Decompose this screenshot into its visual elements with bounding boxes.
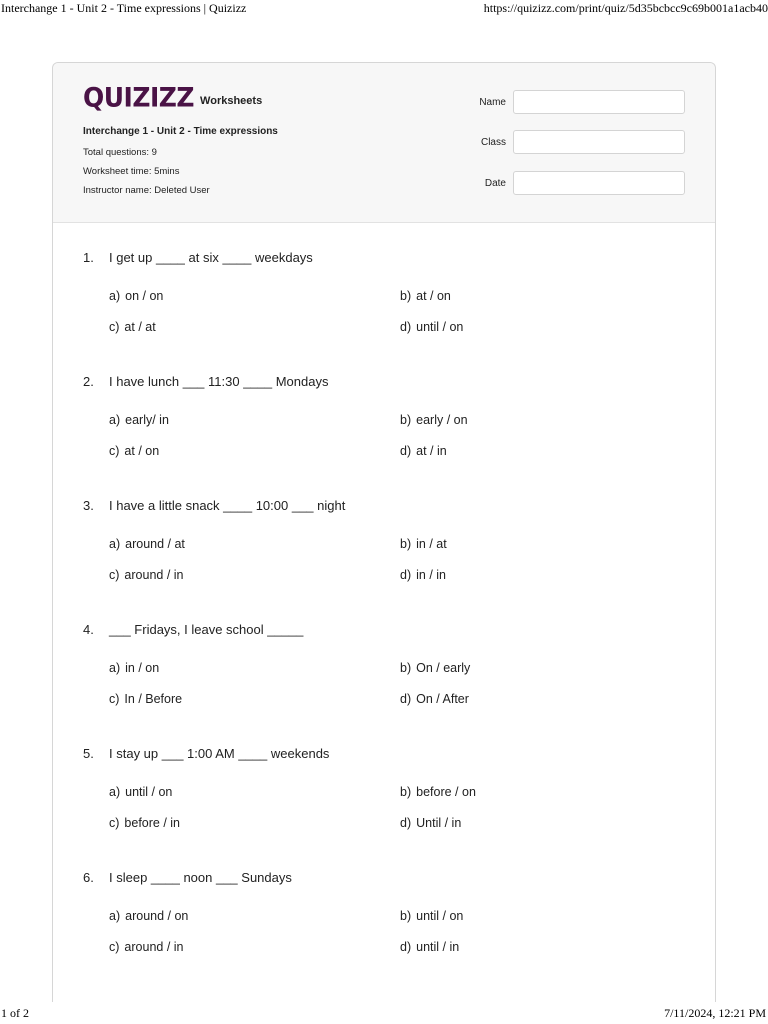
option-text: at / on [416, 289, 451, 303]
class-label: Class [480, 137, 506, 148]
question-text: I sleep ____ noon ___ Sundays [109, 870, 292, 885]
question-number: 6. [83, 870, 94, 885]
date-field[interactable] [513, 171, 685, 195]
option-text: On / After [416, 692, 469, 706]
option-letter: b) [400, 413, 412, 427]
total-questions: Total questions: 9 [83, 147, 157, 158]
option-letter: b) [400, 661, 412, 675]
print-footer [0, 1006, 768, 1024]
option-text: before / on [416, 785, 476, 799]
question-number: 5. [83, 746, 94, 761]
option-c [109, 692, 182, 706]
option-a [109, 909, 188, 923]
question-text: I get up ____ at six ____ weekdays [109, 250, 313, 265]
option-letter: a) [109, 537, 121, 551]
option-text: at / in [416, 444, 447, 458]
question-number: 3. [83, 498, 94, 513]
date-label: Date [484, 178, 506, 189]
option-letter: d) [400, 568, 412, 582]
option-c [109, 816, 180, 830]
option-text: at / at [124, 320, 156, 334]
option-text: in / at [416, 537, 447, 551]
option-text: until / on [416, 320, 464, 334]
question-text: I stay up ___ 1:00 AM ____ weekends [109, 746, 330, 761]
option-letter: b) [400, 537, 412, 551]
print-header [0, 0, 768, 18]
option-letter: c) [109, 444, 120, 458]
option-text: until / on [416, 909, 464, 923]
question-text: ___ Fridays, I leave school _____ [109, 622, 304, 637]
option-a [109, 413, 169, 427]
worksheet-time: Worksheet time: 5mins [83, 166, 180, 177]
option-d [400, 816, 461, 830]
question-text: I have a little snack ____ 10:00 ___ night [109, 498, 346, 513]
option-text: until / in [416, 940, 460, 954]
option-letter: a) [109, 909, 121, 923]
option-d [400, 444, 447, 458]
option-b [400, 413, 468, 427]
logo-subtitle: Worksheets [200, 95, 263, 107]
logo-wordmark: QUIZIZZ [83, 82, 195, 113]
quizizz-logo [83, 82, 263, 113]
option-b [400, 909, 463, 923]
option-text: on / on [125, 289, 164, 303]
option-d [400, 940, 459, 954]
option-text: Until / in [416, 816, 462, 830]
option-text: at / on [124, 444, 160, 458]
option-letter: d) [400, 320, 412, 334]
option-letter: a) [109, 289, 121, 303]
option-letter: a) [109, 661, 121, 675]
option-letter: a) [109, 785, 121, 799]
option-b [400, 785, 476, 799]
option-c [109, 568, 184, 582]
option-text: On / early [416, 661, 471, 675]
option-c [109, 940, 184, 954]
option-b [400, 289, 451, 303]
option-b [400, 661, 470, 675]
print-header-title: Interchange 1 - Unit 2 - Time expressions | Quizizz [1, 1, 247, 15]
worksheet-header [53, 63, 715, 223]
option-text: early / on [416, 413, 468, 427]
question-text: I have lunch ___ 11:30 ____ Mondays [109, 374, 329, 389]
option-letter: a) [109, 413, 121, 427]
option-letter: d) [400, 444, 412, 458]
option-text: in / on [125, 661, 160, 675]
option-letter: c) [109, 816, 120, 830]
option-c [109, 320, 156, 334]
option-text: early/ in [125, 413, 169, 427]
instructor-name: Instructor name: Deleted User [83, 185, 210, 196]
option-b [400, 537, 447, 551]
option-text: around / in [124, 940, 184, 954]
name-label: Name [479, 97, 506, 108]
option-text: around / in [124, 568, 184, 582]
option-letter: c) [109, 692, 120, 706]
worksheet [52, 62, 716, 1002]
quiz-title: Interchange 1 - Unit 2 - Time expressions [83, 126, 278, 137]
option-text: around / at [125, 537, 185, 551]
option-letter: c) [109, 320, 120, 334]
option-a [109, 785, 172, 799]
option-c [109, 444, 159, 458]
option-letter: b) [400, 289, 412, 303]
page-counter: 1 of 2 [1, 1006, 29, 1020]
option-letter: c) [109, 568, 120, 582]
option-d [400, 320, 463, 334]
name-field[interactable] [513, 90, 685, 114]
option-text: around / on [125, 909, 189, 923]
question-number: 4. [83, 622, 94, 637]
option-letter: c) [109, 940, 120, 954]
class-field[interactable] [513, 130, 685, 154]
print-header-url: https://quizizz.com/print/quiz/5d35bcbcc9c69b001a1acb40 [483, 1, 768, 15]
option-letter: d) [400, 692, 412, 706]
option-a [109, 289, 163, 303]
question-number: 1. [83, 250, 94, 265]
option-a [109, 537, 185, 551]
option-letter: d) [400, 816, 412, 830]
question-number: 2. [83, 374, 94, 389]
option-text: until / on [125, 785, 173, 799]
print-datetime: 7/11/2024, 12:21 PM [664, 1006, 766, 1020]
option-text: before / in [124, 816, 181, 830]
option-letter: b) [400, 909, 412, 923]
option-a [109, 661, 159, 675]
option-text: in / in [416, 568, 447, 582]
option-letter: b) [400, 785, 412, 799]
option-d [400, 692, 469, 706]
option-text: In / Before [124, 692, 183, 706]
option-d [400, 568, 446, 582]
option-letter: d) [400, 940, 412, 954]
